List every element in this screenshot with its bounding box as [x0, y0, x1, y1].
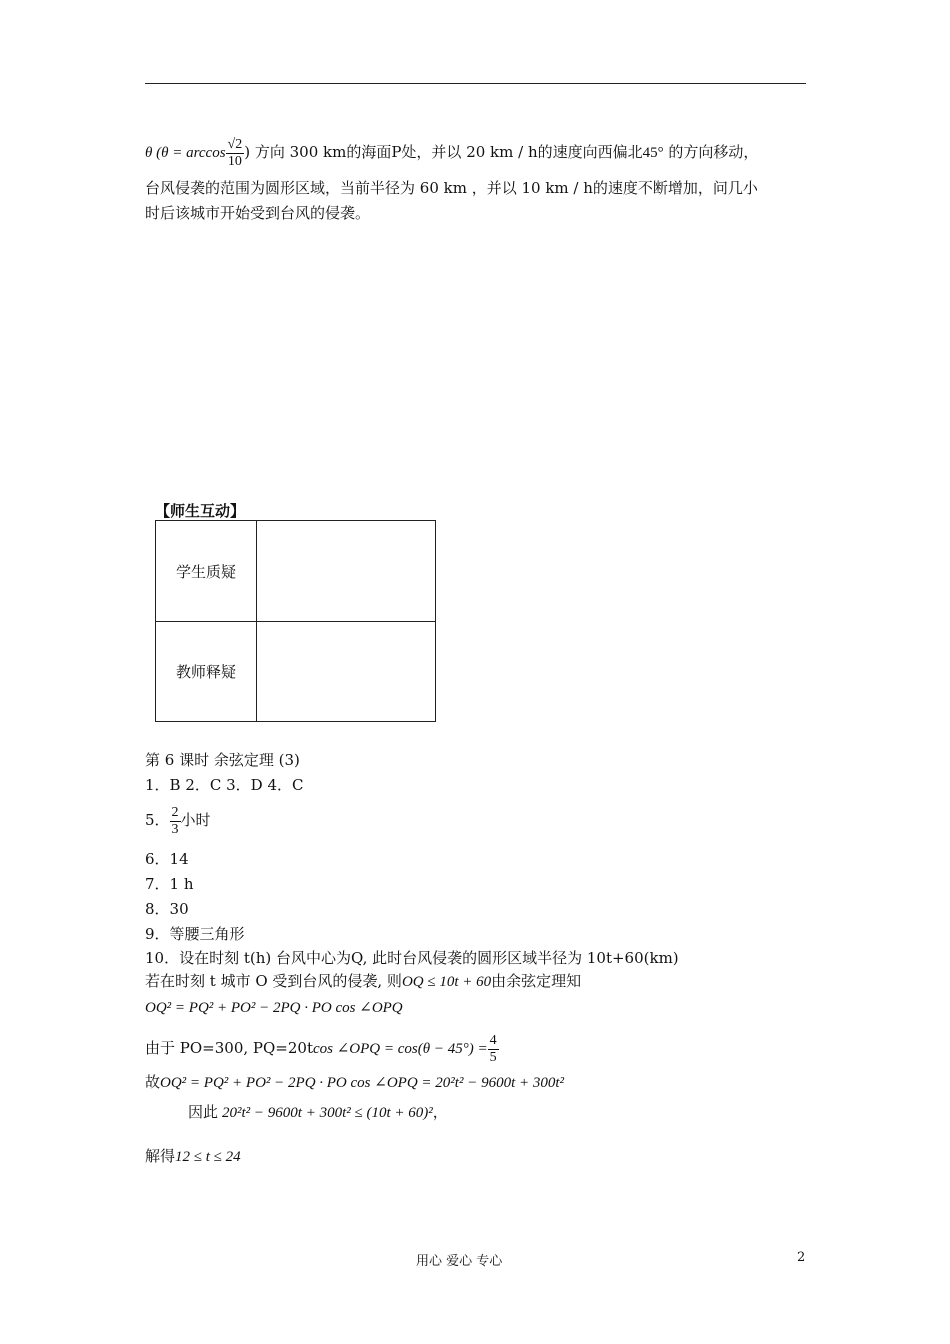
answer-1-4: 1．B 2．C 3．D 4．C [145, 776, 304, 794]
teacher-answer-cell [257, 622, 436, 722]
expanded-equation: OQ² = PQ² + PO² − 2PQ · PO cos ∠OPQ = 20²t² − 9600t + 300t² [160, 1075, 565, 1091]
angle-45: 45° [642, 145, 664, 161]
problem-line-2: 台风侵袭的范围为圆形区域，当前半径为 60 km ，并以 10 km / h的速度不断增加，问几小 [145, 179, 758, 197]
answer-7: 7．1 h [145, 875, 194, 893]
four-fifths-fraction: $\frac{4}{5}$ [489, 1032, 497, 1065]
answer-6: 6．14 [145, 850, 189, 868]
header-rule [145, 83, 806, 84]
answer-9: 9．等腰三角形 [145, 925, 245, 943]
cos-angle-expression: cos ∠OPQ = cos(θ − 45°) = [312, 1041, 488, 1057]
law-of-cosines-equation: OQ² = PQ² + PO² − 2PQ · PO cos ∠OPQ [145, 1000, 403, 1016]
answer-10-line-7: 解得12 ≤ t ≤ 24 [145, 1147, 241, 1165]
answer-10-line-1: 10．设在时刻 t(h) 台风中心为Q, 此时台风侵袭的圆形区域半径为 10t+60(km) [145, 949, 679, 967]
answer-10-line-4: 由于 PO=300, PQ=20tcos ∠OPQ = cos(θ − 45°) = $\frac{4}{5}$ [145, 1032, 497, 1065]
inequality-oq: OQ ≤ 10t + 60 [401, 974, 492, 990]
table-row [156, 521, 436, 622]
answer-10-line-5: 故OQ² = PQ² + PO² − 2PQ · PO cos ∠OPQ = 20²t² − 9600t + 300t² [145, 1073, 565, 1091]
footer-text: 用心 爱心 专心 [416, 1254, 503, 1269]
page-number: 2 [797, 1250, 806, 1265]
inequality-expression: 20²t² − 9600t + 300t² ≤ (10t + 60)² [222, 1105, 433, 1121]
answer-5: 5． $\frac{2}{3}$ 小时 [145, 804, 211, 837]
student-question-label: 学生质疑 [156, 521, 257, 622]
problem-line-1-text: ) 方向 300 km的海面P处，并以 20 km / h的速度向西偏北 [244, 143, 643, 161]
two-thirds-fraction: $\frac{2}{3}$ [171, 804, 179, 837]
answer-8: 8．30 [145, 900, 189, 918]
interaction-table [155, 520, 436, 722]
student-question-cell [257, 521, 436, 622]
problem-line-1: θ (θ = arccos $\frac{√2}{10}$ ) 方向 300 km的海面P处，并以 20 km / h的速度向西偏北45° 的方向移动， [145, 136, 759, 169]
sqrt2-over-10-fraction: $\frac{√2}{10}$ [227, 136, 243, 169]
answer-10-line-2: 若在时刻 t 城市 O 受到台风的侵袭, 则OQ ≤ 10t + 60由余弦定理知 [145, 972, 582, 990]
interaction-heading: 【师生互动】 [155, 502, 246, 520]
theta-expression: θ (θ = arccos [145, 145, 226, 161]
solution-range: 12 ≤ t ≤ 24 [175, 1149, 241, 1165]
problem-line-3: 时后该城市开始受到台风的侵袭。 [145, 204, 371, 222]
answers-title: 第 6 课时 余弦定理 (3) [145, 751, 300, 769]
table-row [156, 622, 436, 722]
answer-10-line-6: 因此 20²t² − 9600t + 300t² ≤ (10t + 60)²， [188, 1103, 448, 1121]
teacher-answer-label: 教师释疑 [156, 622, 257, 722]
